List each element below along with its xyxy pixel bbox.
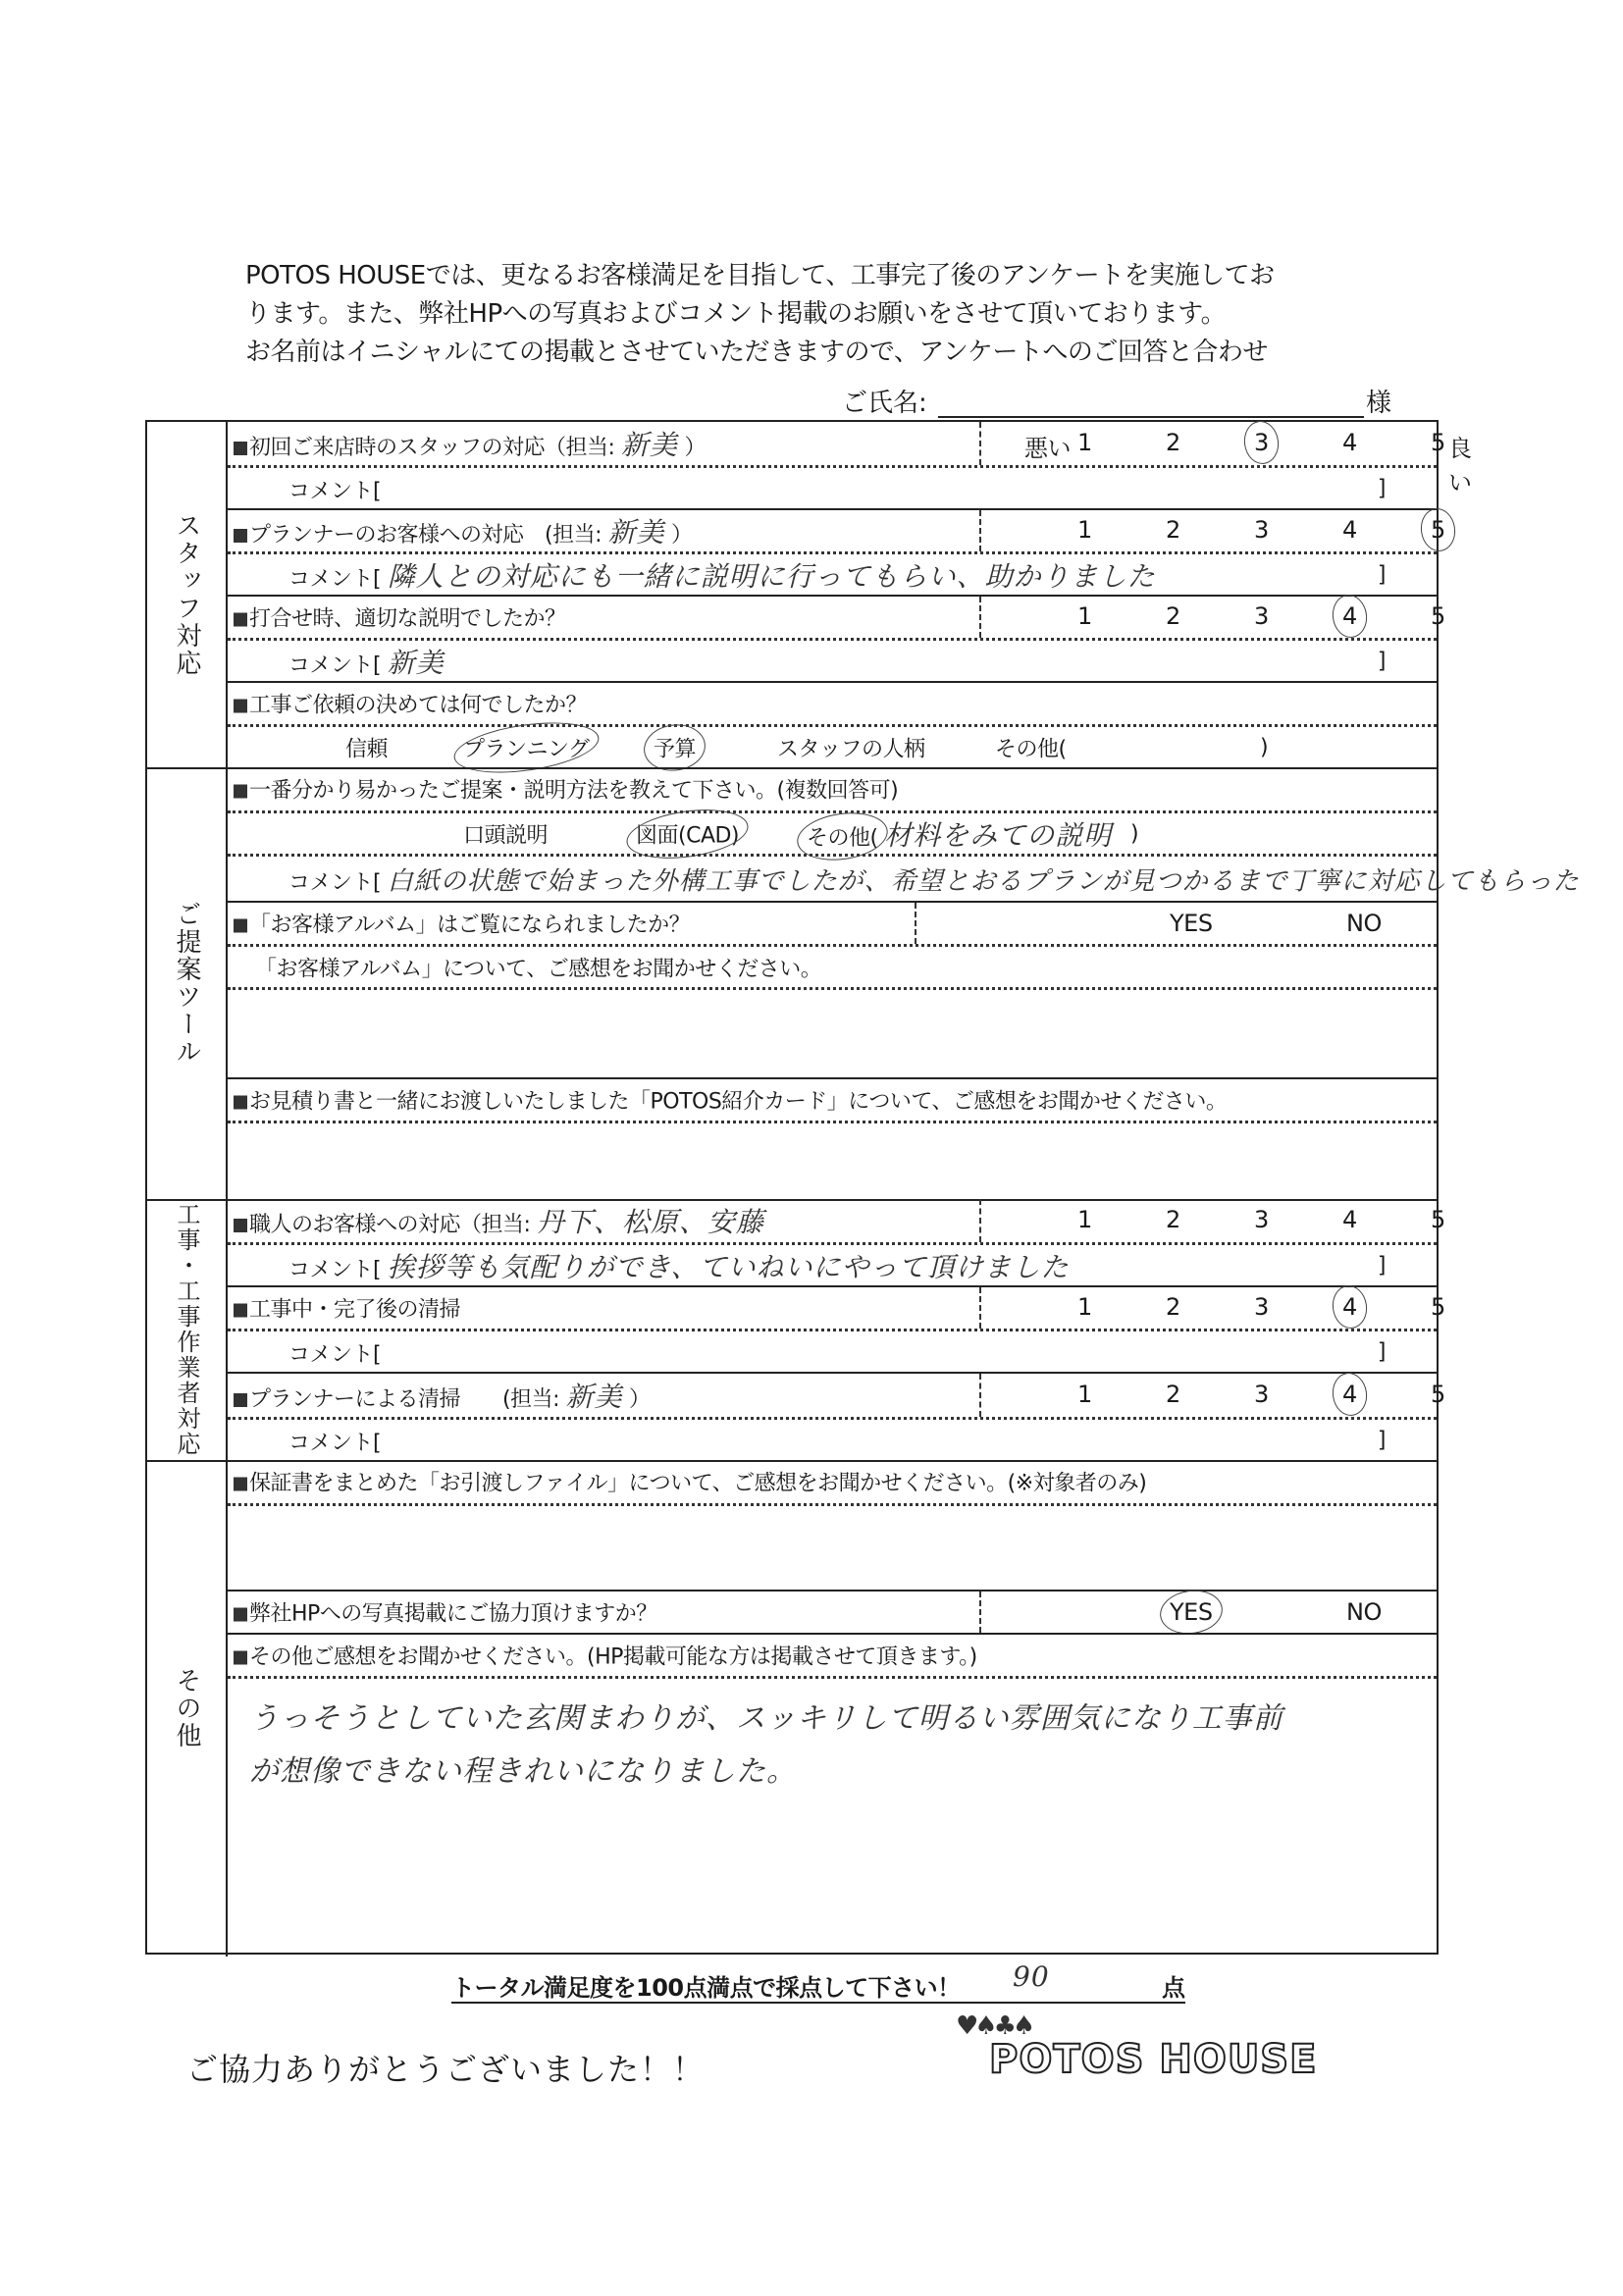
tools-q1-comment-row[interactable]: コメント[ 白紙の状態で始まった外構工事でしたが、希望とおるプランが見つかるまで丁寧に対応してもらった	[228, 854, 1437, 901]
tools-q1-other-value[interactable]: 材料をみての説明	[884, 818, 1113, 852]
total-score-value[interactable]: 90	[1013, 1960, 1050, 1993]
total-score-label: トータル満足度を100点満点で採点して下さい！	[451, 1974, 961, 2002]
construction-q1-comment[interactable]: 挨拶等も気配りができ、ていねいにやって頂けました	[387, 1250, 1070, 1283]
category-tools: ご提案ツール	[147, 767, 228, 1199]
rating-3[interactable]: 3	[1254, 516, 1269, 544]
rating-4[interactable]: 4	[1342, 429, 1357, 456]
staff-q1-person[interactable]: 新美	[620, 429, 678, 461]
staff-q1-row: 初回ご来店時のスタッフの対応（担当: 新美 ） 悪い 1 2 3 4 5 良い	[228, 422, 1437, 465]
survey-form	[145, 420, 1580, 1955]
staff-q2-comment-row[interactable]: コメント[ 隣人との対応にも一緒に説明に行ってもらい、助かりました ]	[228, 551, 1437, 595]
bullet-square-icon	[234, 613, 247, 627]
potos-house-logo	[950, 2011, 1372, 2080]
rating-5[interactable]: 5	[1431, 1206, 1445, 1233]
construction-q1-row	[228, 1199, 1445, 1242]
rating-4-selected[interactable]: 4	[1342, 1381, 1357, 1408]
rating-3[interactable]: 3	[1254, 1293, 1269, 1321]
rating-1[interactable]: 1	[1077, 516, 1092, 544]
card-feedback-row	[228, 1077, 1437, 1121]
logo-text: POTOS HOUSE	[989, 2037, 1318, 2082]
construction-q1-person[interactable]: 丹下、松原、安藤	[536, 1206, 764, 1238]
construction-q1-comment-row[interactable]: コメント[ 挨拶等も気配りができ、ていねいにやって頂けました ]	[228, 1242, 1437, 1285]
file-feedback-row	[228, 1460, 1437, 1503]
rating-4[interactable]: 4	[1342, 1206, 1357, 1233]
rating-3-selected[interactable]: 3	[1254, 429, 1269, 456]
tools-q1-options: 口頭説明 図面(CAD) その他( 材料をみての説明 )	[228, 810, 1437, 854]
album-feedback-row	[228, 944, 1437, 987]
rating-4-selected[interactable]: 4	[1342, 602, 1357, 630]
rating-5[interactable]: 5	[1431, 1293, 1445, 1321]
album-seen-label: 「お客様アルバム」はご覧になられましたか？	[249, 913, 691, 938]
rating-2[interactable]: 2	[1166, 1293, 1180, 1321]
intro-line-3: お名前はイニシャルにての掲載とさせていただきますので、アンケートへのご回答と合わせ	[245, 338, 1268, 367]
free-feedback-answer[interactable]	[228, 1676, 1437, 1957]
rating-2[interactable]: 2	[1166, 429, 1180, 456]
album-no-option[interactable]: NO	[1346, 910, 1382, 937]
name-label: ご氏名:	[842, 389, 927, 418]
bullet-square-icon	[234, 1478, 247, 1491]
rating-1[interactable]: 1	[1077, 1293, 1092, 1321]
category-construction: 工事・工事作業者対応	[147, 1199, 228, 1460]
rating-3[interactable]: 3	[1254, 1206, 1269, 1233]
rating-1[interactable]: 1	[1077, 602, 1092, 630]
staff-q2-person[interactable]: 新美	[607, 516, 665, 548]
construction-q2-rating[interactable]	[979, 1293, 1445, 1323]
category-staff: スタッフ対応	[147, 422, 228, 767]
rating-1[interactable]: 1	[1077, 1381, 1092, 1408]
rating-5[interactable]: 5	[1431, 602, 1445, 630]
staff-q3-label: 打合せ時、適切な説明でしたか？	[249, 606, 566, 632]
bullet-square-icon	[234, 1219, 247, 1232]
rating-5[interactable]: 5	[1431, 429, 1445, 456]
rating-2[interactable]: 2	[1166, 516, 1180, 544]
tools-q1-label: 一番分かり易かったご提案・説明方法を教えて下さい。(複数回答可)	[249, 778, 899, 804]
scale-good-label: 良い	[1448, 435, 1472, 496]
construction-q3-person[interactable]: 新美	[565, 1381, 623, 1413]
total-score	[451, 1960, 1185, 2004]
rating-3[interactable]: 3	[1254, 602, 1269, 630]
intro-line-1: POTOS HOUSEでは、更なるお客様満足を目指して、工事完了後のアンケートを実施してお	[245, 261, 1275, 290]
construction-q2-comment-row[interactable]: コメント[ ]	[228, 1329, 1437, 1372]
thanks-message: ご協力ありがとうございました！！	[186, 2051, 706, 2088]
option-staff-personality[interactable]: スタッフの人柄	[777, 737, 925, 761]
option-verbal[interactable]: 口頭説明	[463, 823, 549, 848]
staff-q1-label: 初回ご来店時のスタッフの対応（担当:	[249, 436, 615, 460]
tools-q1-row	[228, 767, 1437, 810]
bullet-square-icon	[234, 700, 247, 713]
intro-line-2: ります。また、弊社HPへの写真およびコメント掲載のお願いをさせて頂いております。	[245, 299, 1227, 329]
construction-q3-row: プランナーによる清掃 (担当: 新美 ） 1 2 3 4 5	[228, 1372, 1437, 1417]
intro-text	[245, 257, 1423, 372]
bullet-square-icon	[234, 442, 247, 455]
free-feedback-row	[228, 1633, 1437, 1676]
construction-q3-comment-row[interactable]: コメント[ ]	[228, 1417, 1437, 1460]
construction-q1-rating[interactable]	[979, 1206, 1445, 1235]
album-yes-option[interactable]: YES	[1170, 910, 1213, 937]
album-feedback-answer[interactable]	[228, 987, 1437, 1077]
option-trust[interactable]: 信頼	[345, 737, 389, 761]
file-feedback-answer[interactable]	[228, 1503, 1437, 1590]
bullet-square-icon	[234, 1608, 247, 1622]
option-cad-selected[interactable]: 図面(CAD)	[636, 818, 739, 849]
staff-q4-label: 工事ご依頼の決めては何でしたか？	[249, 693, 588, 718]
name-field[interactable]	[842, 383, 1391, 418]
name-suffix: 様	[1365, 389, 1391, 418]
rating-4-selected[interactable]: 4	[1342, 1293, 1357, 1321]
bullet-square-icon	[234, 1651, 247, 1665]
tools-q1-comment[interactable]: 白紙の状態で始まった外構工事でしたが、希望とおるプランが見つかるまで丁寧に対応してもらった	[387, 866, 1580, 896]
staff-q1-rating[interactable]	[979, 429, 1472, 496]
rating-3[interactable]: 3	[1254, 1381, 1269, 1408]
option-other-selected[interactable]: その他( 材料をみての説明	[807, 818, 1113, 852]
rating-4[interactable]: 4	[1342, 516, 1357, 544]
name-input-line[interactable]	[938, 416, 1364, 418]
card-feedback-label: お見積り書と一緒にお渡しいたしました「POTOS紹介カード」について、ご感想をお聞かせください。	[249, 1089, 1228, 1115]
staff-q1-comment-row[interactable]: コメント[ ]	[228, 465, 1437, 508]
free-feedback-label: その他ご感想をお聞かせください。(HP掲載可能な方は掲載させて頂きます。)	[249, 1644, 977, 1670]
bullet-square-icon	[234, 1304, 247, 1318]
staff-q2-label: プランナーのお客様への対応 (担当:	[249, 523, 602, 548]
hp-photo-no-option[interactable]: NO	[1346, 1598, 1382, 1626]
construction-q2-label: 工事中・完了後の清掃	[249, 1297, 461, 1323]
leaf-icon: ♥♠♣♠	[956, 2011, 1032, 2041]
bullet-square-icon	[234, 529, 247, 543]
staff-q3-rating[interactable]	[979, 602, 1445, 632]
rating-1[interactable]: 1	[1077, 429, 1092, 456]
rating-2[interactable]: 2	[1166, 602, 1180, 630]
rating-2[interactable]: 2	[1166, 1381, 1180, 1408]
bullet-square-icon	[234, 785, 247, 799]
staff-q2-rating[interactable]	[979, 516, 1445, 546]
hp-photo-label: 弊社HPへの写真掲載にご協力頂けますか？	[249, 1601, 657, 1627]
construction-q3-rating[interactable]	[979, 1381, 1445, 1410]
option-budget-selected[interactable]: 予算	[654, 732, 696, 762]
hp-photo-row	[228, 1590, 1437, 1633]
staff-q2-row: プランナーのお客様への対応 (担当: 新美 ） 1 2 3 4 5	[228, 508, 1437, 551]
construction-q3-label: プランナーによる清掃	[249, 1387, 461, 1412]
construction-q1-label: 職人のお客様への対応（担当:	[249, 1213, 531, 1237]
option-planning-selected[interactable]: プランニング	[463, 732, 590, 762]
rating-5-selected[interactable]: 5	[1431, 516, 1445, 544]
rating-2[interactable]: 2	[1166, 1206, 1180, 1233]
staff-q4-options: 信頼 プランニング 予算 スタッフの人柄 その他( )	[228, 724, 1437, 767]
card-feedback-answer[interactable]	[228, 1121, 1437, 1199]
staff-q3-comment[interactable]: 新美	[387, 646, 445, 679]
rating-5[interactable]: 5	[1431, 1381, 1445, 1408]
scale-bad-label: 悪い	[1024, 435, 1071, 462]
hp-photo-yes-selected[interactable]: YES	[1170, 1598, 1213, 1626]
free-feedback-line-2: が想像できない程きれいになりました。	[249, 1754, 797, 1789]
staff-q4-row	[228, 681, 1437, 724]
rating-1[interactable]: 1	[1077, 1206, 1092, 1233]
construction-q2-row	[228, 1285, 1445, 1329]
staff-q3-comment-row[interactable]: コメント[ 新美 ]	[228, 638, 1437, 681]
bullet-square-icon	[234, 1096, 247, 1110]
bullet-square-icon	[234, 1393, 247, 1407]
option-other[interactable]: その他(	[995, 737, 1067, 761]
staff-q2-comment[interactable]: 隣人との対応にも一緒に説明に行ってもらい、助かりました	[387, 559, 1156, 593]
album-seen-row	[228, 901, 1437, 944]
category-other: その他	[147, 1460, 228, 1957]
total-score-unit: 点	[1162, 1974, 1185, 2002]
album-feedback-label: 「お客様アルバム」について、ご感想をお聞かせください。	[255, 957, 822, 981]
bullet-square-icon	[234, 919, 247, 933]
file-feedback-label: 保証書をまとめた「お引渡しファイル」について、ご感想をお聞かせください。(※対象者のみ)	[249, 1471, 1147, 1496]
staff-q3-row	[228, 595, 1445, 638]
free-feedback-line-1: うっそうとしていた玄関まわりが、スッキリして明るい雰囲気になり工事前	[249, 1701, 1283, 1736]
